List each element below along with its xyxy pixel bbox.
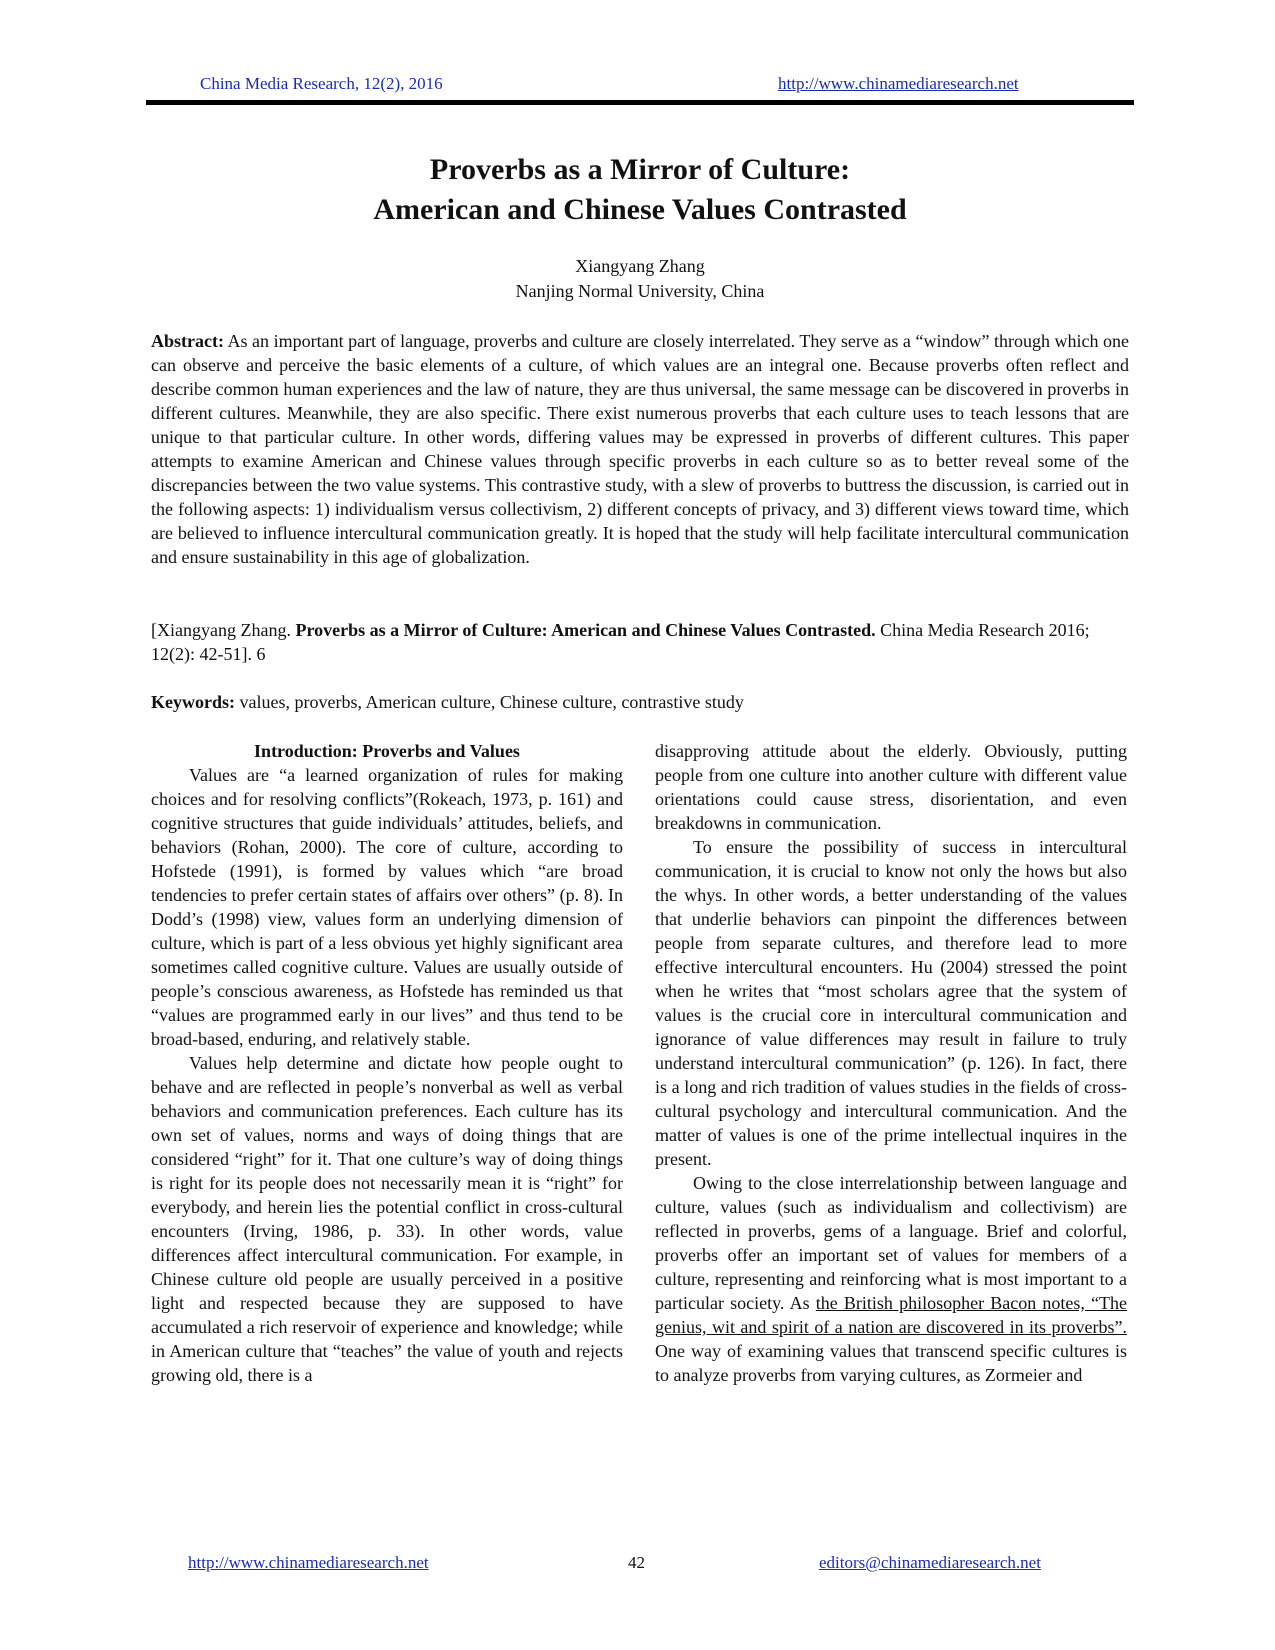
footer-email-link[interactable]: editors@chinamediaresearch.net	[819, 1553, 1041, 1572]
abstract-text: As an important part of language, proverbs and culture are closely interrelated. They serve as a “window” through which one can observe and perceive the basic elements of a culture, of which values are an integral one. Because proverbs often reflect and describe common human experiences and the law of nature, they are thus universal, the same message can be discovered in proverbs in different cultures. Meanwhile, they are also specific. There exist numerous proverbs that each culture uses to teach lessons that are unique to that particular culture. In other words, differing values may be expressed in proverbs of different cultures. This paper attempts to examine American and Chinese values through specific proverbs in each culture so as to better reveal some of the discrepancies between the two value systems. This contrastive study, with a slew of proverbs to buttress the discussion, is carried out in the following aspects: 1) individualism versus collectivism, 2) different concepts of privacy, and 3) different views toward time, which are believed to influence intercultural communication greatly. It is hoped that the study will help facilitate intercultural communication and ensure sustainability in this age of globalization.	[151, 331, 1129, 567]
paper-title-line-1: Proverbs as a Mirror of Culture:	[429, 153, 851, 186]
underlined-quote: the British philosopher Bacon notes, “The genius, wit and spirit of a nation are discovered in its proverbs”.	[655, 1293, 1127, 1337]
citation	[151, 618, 1129, 666]
body-paragraph: Values help determine and dictate how people ought to behave and are reflected in people’s nonverbal as well as verbal behaviors and communication preferences. Each culture has its own set of values, norms and ways of doing things that are considered “right” for it. That one culture’s way of doing things is right for its people does not necessarily mean it is “right” for everybody, and herein lies the potential conflict in cross-cultural encounters (Irving, 1986, p. 33). In other words, value differences affect intercultural communication. For example, in Chinese culture old people are usually perceived in a positive light and respected because they are supposed to have accumulated a rich reservoir of experience and knowledge; while in American culture that “teaches” the value of youth and rejects growing old, there is a	[151, 1053, 623, 1385]
paragraph-text: Owing to the close interrelationship between language and culture, values (such as individualism and collectivism) are reflected in proverbs, gems of a language. Brief and colorful, proverbs offer an important set of values for members of a culture, representing and reinforcing what is most important to a particular society. As	[655, 1173, 1127, 1313]
section-heading: Introduction: Proverbs and Values	[254, 741, 520, 761]
abstract	[151, 329, 1129, 569]
keywords	[151, 690, 1129, 714]
paper-title-line-2: American and Chinese Values Contrasted	[373, 193, 907, 226]
body-paragraph: Values are “a learned organization of rules for making choices and for resolving conflicts”(Rokeach, 1973, p. 161) and cognitive structures that guide individuals’ attitudes, beliefs, and behaviors (Rohan, 2000). The core of culture, according to Hofstede (1991), is formed by values which “are broad tendencies to prefer certain states of affairs over others” (p. 8). In Dodd’s (1998) view, values form an underlying dimension of culture, which is part of a less obvious yet highly significant area sometimes called cognitive culture. Values are usually outside of people’s conscious awareness, as Hofstede has reminded us that “values are programmed early in our lives” and thus tend to be broad-based, enduring, and relatively stable.	[151, 765, 623, 1049]
keywords-label: Keywords:	[151, 692, 235, 712]
body-paragraph: disapproving attitude about the elderly. Obviously, putting people from one culture into another culture with different value orientations could cause stress, disorientation, and even breakdowns in communication.	[655, 741, 1127, 833]
footer-url-link[interactable]: http://www.chinamediaresearch.net	[188, 1553, 429, 1572]
body-paragraph	[655, 1171, 1127, 1387]
citation-title: Proverbs as a Mirror of Culture: American and Chinese Values Contrasted.	[295, 620, 876, 640]
body-paragraph: To ensure the possibility of success in intercultural communication, it is crucial to know not only the hows but also the whys. In other words, a better understanding of the values that underlie behaviors can pinpoint the differences between people from separate cultures, and therefore lead to more effective intercultural encounters. Hu (2004) stressed the point when he writes that “most scholars agree that the system of values is the crucial core in intercultural communication and ignorance of value differences may result in failure to truly understand intercultural communication” (p. 126). In fact, there is a long and rich tradition of values studies in the fields of cross-cultural psychology and intercultural communication. And the matter of values is one of the prime intellectual inquires in the present.	[655, 837, 1127, 1169]
paragraph-text: One way of examining values that transcend specific cultures is to analyze proverbs from varying cultures, as Zormeier and	[655, 1341, 1127, 1385]
author-affiliation: Nanjing Normal University, China	[515, 281, 765, 301]
citation-suffix: China Media Research 2016; 12(2): 42-51]. 6	[151, 620, 1090, 664]
running-header-url-link[interactable]: http://www.chinamediaresearch.net	[778, 74, 1019, 93]
abstract-label: Abstract:	[151, 331, 224, 351]
body-column-right	[655, 739, 1127, 1387]
page-number: 42	[628, 1553, 645, 1572]
citation-prefix: [Xiangyang Zhang.	[151, 620, 296, 640]
author-name: Xiangyang Zhang	[575, 256, 705, 276]
running-header-journal: China Media Research, 12(2), 2016	[200, 74, 443, 93]
body-column-left	[151, 739, 623, 1387]
keywords-text: values, proverbs, American culture, Chinese culture, contrastive study	[235, 692, 744, 712]
header-rule	[146, 100, 1134, 105]
